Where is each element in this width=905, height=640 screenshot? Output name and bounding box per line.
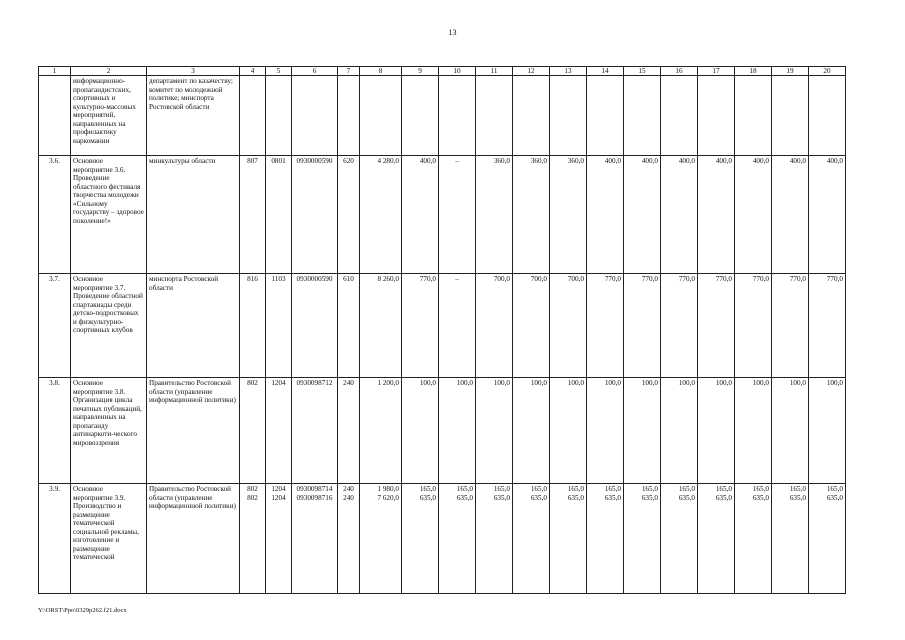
section-code-cell: [266, 156, 292, 274]
column-header: 12: [513, 67, 550, 76]
target-article-cell: [292, 378, 338, 484]
year-amount-cell: [476, 156, 513, 274]
table-row: [39, 274, 846, 378]
cell-line: 165,0: [678, 485, 695, 494]
year-amount-cell: [809, 378, 846, 484]
year-amount-cell: [402, 378, 439, 484]
cell-line: 1204: [271, 493, 286, 502]
column-header: 17: [698, 67, 735, 76]
cell-line: 165,0: [641, 485, 658, 494]
section-code-cell: [266, 274, 292, 378]
column-header: 13: [550, 67, 587, 76]
cell-line: 165,0: [567, 485, 584, 494]
cell-line: 635,0: [752, 493, 769, 502]
ministry-code-cell: [240, 156, 266, 274]
cell-line: 635,0: [419, 493, 436, 502]
year-amount-cell: [735, 156, 772, 274]
cell-line: 360,0: [493, 157, 510, 166]
year-amount-cell: [809, 484, 846, 594]
cell-line: 165,0: [604, 485, 621, 494]
cell-line: 165,0: [530, 485, 547, 494]
cell-line: 700,0: [530, 275, 547, 284]
year-amount-cell: [439, 484, 476, 594]
cell-line: 360,0: [530, 157, 547, 166]
year-amount-cell: [698, 274, 735, 378]
cell-line: 8 260,0: [377, 275, 399, 284]
cell-line: 100,0: [715, 379, 732, 388]
section-code-cell: [266, 378, 292, 484]
column-header: 7: [338, 67, 360, 76]
column-header: 3: [147, 67, 240, 76]
table-row: [39, 76, 846, 156]
cell-line: 635,0: [493, 493, 510, 502]
year-amount-cell: [661, 484, 698, 594]
table-row: [39, 484, 846, 594]
cell-line: 165,0: [715, 485, 732, 494]
year-amount-cell: [587, 274, 624, 378]
cell-line: 770,0: [641, 275, 658, 284]
cell-line: 0801: [271, 157, 286, 166]
budget-table: [38, 66, 846, 594]
executor-cell: минкультуры области: [147, 156, 240, 274]
ministry-code-cell: [240, 274, 266, 378]
cell-line: 802: [247, 379, 258, 388]
expense-type-cell: [338, 274, 360, 378]
executor-cell: минспорта Ростовской области: [147, 274, 240, 378]
cell-line: 635,0: [456, 493, 473, 502]
cell-line: 4 280,0: [377, 157, 399, 166]
cell-line: 802: [247, 485, 258, 494]
cell-line: 1103: [271, 275, 286, 284]
cell-line: 1204: [271, 379, 286, 388]
year-amount-cell: [735, 378, 772, 484]
cell-line: 770,0: [715, 275, 732, 284]
cell-line: 165,0: [493, 485, 510, 494]
cell-line: 700,0: [567, 275, 584, 284]
cell-line: 610: [343, 275, 354, 284]
year-amount-cell: [513, 274, 550, 378]
year-amount-cell: [772, 484, 809, 594]
header-row: [39, 67, 846, 76]
cell-line: –: [455, 157, 459, 166]
row-number-cell: [39, 76, 71, 156]
target-article-cell: [292, 156, 338, 274]
column-header: 11: [476, 67, 513, 76]
cell-line: 100,0: [493, 379, 510, 388]
year-amount-cell: [624, 378, 661, 484]
cell-line: 770,0: [752, 275, 769, 284]
year-amount-cell: [587, 484, 624, 594]
cell-line: 700,0: [493, 275, 510, 284]
cell-line: 635,0: [641, 493, 658, 502]
cell-line: 400,0: [789, 157, 806, 166]
row-number-cell: 3.6.: [39, 156, 71, 274]
year-amount-cell: [624, 156, 661, 274]
cell-line: 100,0: [530, 379, 547, 388]
expense-type-cell: [338, 484, 360, 594]
column-header: 5: [266, 67, 292, 76]
year-amount-cell: [587, 378, 624, 484]
year-amount-cell: [698, 378, 735, 484]
cell-line: 165,0: [752, 485, 769, 494]
cell-line: 100,0: [826, 379, 843, 388]
year-amount-cell: [735, 484, 772, 594]
year-amount-cell: [513, 156, 550, 274]
cell-line: 360,0: [567, 157, 584, 166]
section-code-cell: [266, 484, 292, 594]
year-amount-cell: [513, 484, 550, 594]
cell-line: 400,0: [715, 157, 732, 166]
year-amount-cell: [550, 274, 587, 378]
cell-line: 770,0: [678, 275, 695, 284]
total-amount-cell: [360, 156, 402, 274]
cell-line: 807: [247, 157, 258, 166]
cell-line: 100,0: [789, 379, 806, 388]
year-amount-cell: [476, 484, 513, 594]
cell-line: 400,0: [419, 157, 436, 166]
cell-line: 165,0: [419, 485, 436, 494]
year-amount-cell: [439, 274, 476, 378]
cell-line: 816: [247, 275, 258, 284]
target-article-cell: [292, 484, 338, 594]
year-amount-cell: [476, 274, 513, 378]
year-amount-cell: [735, 274, 772, 378]
cell-line: 100,0: [752, 379, 769, 388]
cell-line: 240: [343, 485, 354, 494]
table-row: [39, 378, 846, 484]
year-amount-cell: [772, 156, 809, 274]
cell-line: 240: [343, 493, 354, 502]
target-article-cell: [292, 274, 338, 378]
measure-name-cell: Основное мероприятие 3.7. Проведение областной спартакиады среди детско-подростковых и физкультурно-спортивных клубов: [71, 274, 147, 378]
cell-line: 635,0: [567, 493, 584, 502]
cell-line: 620: [343, 157, 354, 166]
total-amount-cell: [360, 378, 402, 484]
cell-line: 0930098712: [296, 379, 333, 388]
column-header: 8: [360, 67, 402, 76]
cell-line: 635,0: [678, 493, 695, 502]
expense-type-cell: [338, 378, 360, 484]
cell-line: 0930000590: [296, 275, 333, 284]
year-amount-cell: [439, 378, 476, 484]
year-amount-cell: [698, 156, 735, 274]
year-amount-cell: [772, 378, 809, 484]
cell-line: 0930000590: [296, 157, 333, 166]
cell-line: 400,0: [678, 157, 695, 166]
cell-line: 100,0: [604, 379, 621, 388]
cell-line: 1 980,0: [377, 485, 399, 494]
year-amount-cell: [476, 378, 513, 484]
cell-line: 802: [247, 493, 258, 502]
measure-name-cell: Основное мероприятие 3.6. Проведение областного фестиваля творчества молодежи «Сильному государству – здоровое поколение!»: [71, 156, 147, 274]
page-number: 13: [448, 28, 457, 37]
table-row: [39, 156, 846, 274]
year-amount-cell: [402, 484, 439, 594]
cell-line: 100,0: [567, 379, 584, 388]
cell-line: 240: [343, 379, 354, 388]
cell-line: 165,0: [826, 485, 843, 494]
column-header: 4: [240, 67, 266, 76]
ministry-code-cell: [240, 378, 266, 484]
cell-line: 100,0: [678, 379, 695, 388]
column-header: 20: [809, 67, 846, 76]
cell-line: 165,0: [789, 485, 806, 494]
year-amount-cell: [809, 274, 846, 378]
column-header: 10: [439, 67, 476, 76]
cell-line: 635,0: [715, 493, 732, 502]
year-amount-cell: [661, 156, 698, 274]
executor-cell: департамент по казачеству; комитет по молодежной политике; минспорта Ростовской области: [147, 76, 240, 156]
cell-line: 770,0: [419, 275, 436, 284]
cell-line: 635,0: [530, 493, 547, 502]
year-amount-cell: [624, 274, 661, 378]
measure-name-cell: информационно-пропагандистских, спортивных и культурно-массовых мероприятий, направленных на профилактику наркомании: [71, 76, 147, 156]
year-amount-cell: [402, 156, 439, 274]
measure-name-cell: Основное мероприятие 3.8. Организация цикла печатных публикаций, направленных на пропаганду антинаркоти-ческого мировоззрения: [71, 378, 147, 484]
total-amount-cell: [360, 484, 402, 594]
cell-line: 7 620,0: [377, 493, 399, 502]
column-header: 9: [402, 67, 439, 76]
year-amount-cell: [402, 274, 439, 378]
row-number-cell: 3.7.: [39, 274, 71, 378]
expense-type-cell: [338, 156, 360, 274]
cell-line: 770,0: [604, 275, 621, 284]
executor-cell: Правительство Ростовской области (управление информационной политики): [147, 378, 240, 484]
cell-line: 400,0: [752, 157, 769, 166]
ministry-code-cell: [240, 484, 266, 594]
year-amount-cell: [550, 484, 587, 594]
cell-line: 1 200,0: [377, 379, 399, 388]
column-header: 14: [587, 67, 624, 76]
cell-line: 635,0: [826, 493, 843, 502]
year-amount-cell: [661, 378, 698, 484]
column-header: 1: [39, 67, 71, 76]
row-number-cell: 3.9.: [39, 484, 71, 594]
cell-line: 635,0: [604, 493, 621, 502]
year-amount-cell: [661, 274, 698, 378]
measure-name-cell: Основное мероприятие 3.9. Производство и размещение тематической социальной рекламы, изготовление и размещение тематической: [71, 484, 147, 594]
cell-line: 770,0: [826, 275, 843, 284]
cell-line: –: [455, 275, 459, 284]
column-header: 6: [292, 67, 338, 76]
file-path-footer: Y:\ORST\Ppo\0329p262.f21.docx: [38, 607, 127, 614]
column-header: 16: [661, 67, 698, 76]
cell-line: 635,0: [789, 493, 806, 502]
cell-line: 400,0: [641, 157, 658, 166]
cell-line: 165,0: [456, 485, 473, 494]
executor-cell: Правительство Ростовской области (управление информационной политики): [147, 484, 240, 594]
year-amount-cell: [439, 156, 476, 274]
year-amount-cell: [550, 156, 587, 274]
cell-line: 1204: [271, 485, 286, 494]
cell-line: 400,0: [826, 157, 843, 166]
year-amount-cell: [809, 156, 846, 274]
cell-line: 770,0: [789, 275, 806, 284]
cell-line: 400,0: [604, 157, 621, 166]
row-number-cell: 3.8.: [39, 378, 71, 484]
cell-line: 100,0: [419, 379, 436, 388]
cell-line: 100,0: [456, 379, 473, 388]
column-header: 18: [735, 67, 772, 76]
year-amount-cell: [513, 378, 550, 484]
column-header: 19: [772, 67, 809, 76]
cell-line: 100,0: [641, 379, 658, 388]
year-amount-cell: [550, 378, 587, 484]
year-amount-cell: [772, 274, 809, 378]
year-amount-cell: [698, 484, 735, 594]
total-amount-cell: [360, 274, 402, 378]
year-amount-cell: [624, 484, 661, 594]
cell-line: 0930098714: [296, 485, 333, 494]
year-amount-cell: [587, 156, 624, 274]
cell-line: 0930098716: [296, 493, 333, 502]
column-header: 15: [624, 67, 661, 76]
column-header: 2: [71, 67, 147, 76]
